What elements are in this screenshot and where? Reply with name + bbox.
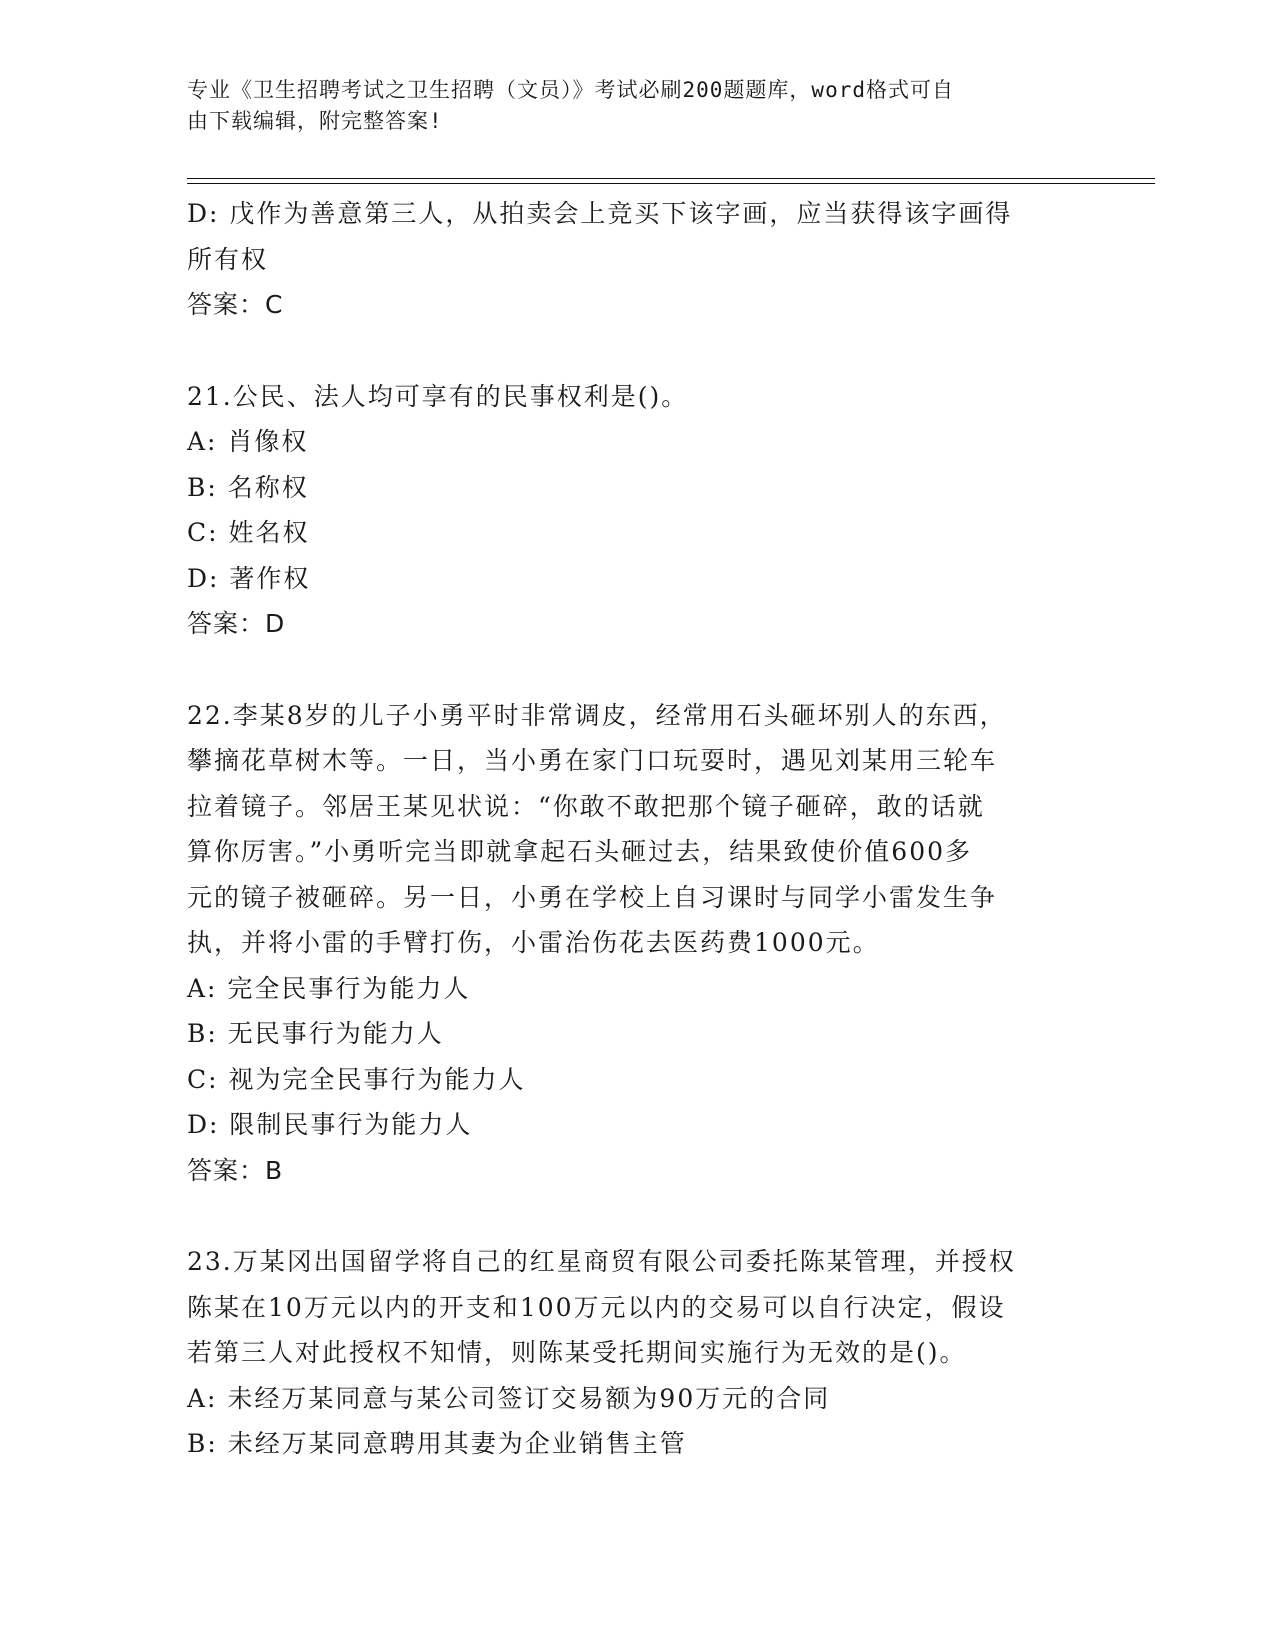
answer-line: 答案：C bbox=[187, 290, 284, 319]
page-header bbox=[187, 75, 1077, 137]
question-stem-line: 陈某在10万元以内的开支和100万元以内的交易可以自行决定，假设 bbox=[187, 1292, 1006, 1322]
document-body bbox=[187, 191, 1087, 1467]
option-a: A: 肖像权 bbox=[187, 427, 309, 456]
header-divider-top bbox=[187, 178, 1155, 179]
option-c: C: 视为完全民事行为能力人 bbox=[187, 1064, 526, 1094]
option-d-line-2: 所有权 bbox=[187, 244, 269, 274]
option-a: A: 未经万某同意与某公司签订交易额为90万元的合同 bbox=[187, 1383, 831, 1413]
answer-line: 答案：B bbox=[187, 1155, 284, 1185]
question-23 bbox=[187, 1239, 1087, 1467]
option-b: B: 未经万某同意聘用其妻为企业销售主管 bbox=[187, 1429, 687, 1458]
spacer bbox=[187, 647, 1087, 693]
question-stem-line: 拉着镜子。邻居王某见状说：“你敢不敢把那个镜子砸碎，敢的话就 bbox=[187, 791, 985, 821]
continued-question bbox=[187, 191, 1087, 328]
question-stem-line: 攀摘花草树木等。一日，当小勇在家门口玩耍时，遇见刘某用三轮车 bbox=[187, 746, 998, 775]
question-stem-line: 执，并将小雷的手臂打伤，小雷治伤花去医药费1000元。 bbox=[187, 928, 880, 957]
option-b: B: 名称权 bbox=[187, 472, 309, 502]
answer-line: 答案：D bbox=[187, 609, 286, 638]
question-stem-line: 22.李某8岁的儿子小勇平时非常调皮，经常用石头砸坏别人的东西， bbox=[187, 700, 1007, 730]
question-stem: 21.公民、法人均可享有的民事权利是()。 bbox=[187, 381, 689, 411]
question-stem-line: 算你厉害。”小勇听完当即就拿起石头砸过去，结果致使价值600多 bbox=[187, 837, 973, 866]
spacer bbox=[187, 328, 1087, 374]
header-line-2: 由下载编辑，附完整答案! bbox=[187, 109, 443, 133]
question-stem-line: 23.万某冈出国留学将自己的红星商贸有限公司委托陈某管理，并授权 bbox=[187, 1247, 1016, 1276]
question-22 bbox=[187, 693, 1087, 1194]
question-stem-line: 元的镜子被砸碎。另一日，小勇在学校上自习课时与同学小雷发生争 bbox=[187, 882, 998, 912]
header-divider-bottom bbox=[187, 183, 1155, 184]
option-d-line-1: D: 戊作为善意第三人，从拍卖会上竞买下该字画，应当获得该字画得 bbox=[187, 199, 1013, 228]
option-c: C: 姓名权 bbox=[187, 518, 310, 547]
question-stem-line: 若第三人对此授权不知情，则陈某受托期间实施行为无效的是()。 bbox=[187, 1338, 967, 1367]
option-d: D: 著作权 bbox=[187, 563, 311, 593]
option-a: A: 完全民事行为能力人 bbox=[187, 973, 471, 1003]
question-21 bbox=[187, 374, 1087, 647]
option-d: D: 限制民事行为能力人 bbox=[187, 1110, 473, 1139]
header-line-1: 专业《卫生招聘考试之卫生招聘（文员）》考试必刷200题题库，word格式可自 bbox=[187, 78, 954, 102]
option-b: B: 无民事行为能力人 bbox=[187, 1019, 444, 1048]
spacer bbox=[187, 1193, 1087, 1239]
